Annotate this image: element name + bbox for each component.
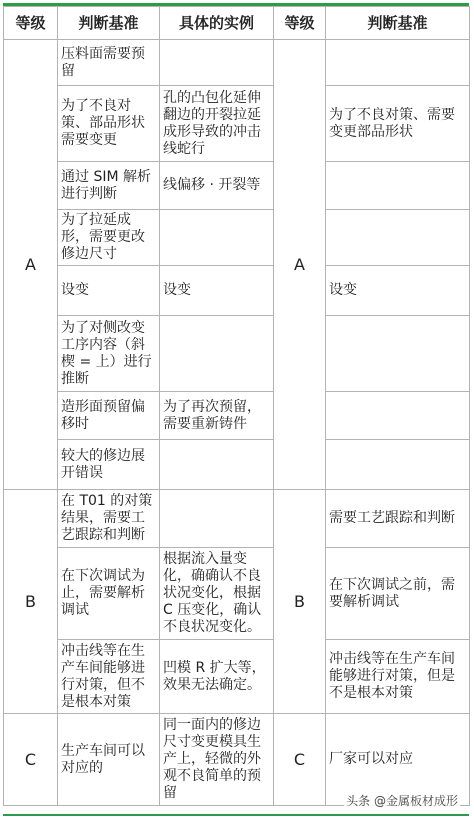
example-cell: 孔的凸包化延伸翻边的开裂拉延成形导致的冲击线蛇行 xyxy=(160,86,274,162)
example-cell: 同一面内的修边尺寸变更模具生产上，轻微的外观不良简单的预留 xyxy=(160,714,274,806)
table-row xyxy=(4,162,470,210)
table-row xyxy=(4,490,470,548)
right-criterion-cell xyxy=(326,316,470,392)
criterion-cell: 造形面预留偏移时 xyxy=(58,392,160,440)
grade-c-cell: C xyxy=(4,714,58,806)
right-criterion-cell xyxy=(326,162,470,210)
criterion-cell: 在 T01 的对策结果，需要工艺跟踪和判断 xyxy=(58,490,160,548)
right-criterion-cell: 为了不良对策、需要变更部品形状 xyxy=(326,86,470,162)
header-grade: 等级 xyxy=(4,7,58,40)
grade-a-right-cell: A xyxy=(274,40,326,490)
header-criterion-right: 判断基准 xyxy=(326,7,470,40)
right-criterion-cell: 需要工艺跟踪和判断 xyxy=(326,490,470,548)
bottom-accent-bar xyxy=(3,814,469,816)
right-criterion-cell: 在下次调试之前，需要解析调试 xyxy=(326,548,470,640)
grade-b-right-cell: B xyxy=(274,490,326,714)
table-row xyxy=(4,86,470,162)
example-cell: 凹模 R 扩大等，效果无法确定。 xyxy=(160,640,274,714)
grade-a-cell: A xyxy=(4,40,58,490)
criterion-cell: 冲击线等在生产车间能够进行对策，但不是根本对策 xyxy=(58,640,160,714)
example-cell xyxy=(160,316,274,392)
example-cell xyxy=(160,40,274,86)
criterion-cell: 压料面需要预留 xyxy=(58,40,160,86)
criterion-cell: 为了对侧改变工序内容（斜楔 = 上）进行推断 xyxy=(58,316,160,392)
header-grade-right: 等级 xyxy=(274,7,326,40)
right-criterion-cell xyxy=(326,440,470,490)
table-row xyxy=(4,392,470,440)
criterion-cell: 生产车间可以对应的 xyxy=(58,714,160,806)
table-row xyxy=(4,316,470,392)
criterion-cell: 为了不良对策、部品形状需要变更 xyxy=(58,86,160,162)
example-cell xyxy=(160,210,274,266)
example-cell xyxy=(160,440,274,490)
right-criterion-cell xyxy=(326,40,470,86)
header-criterion: 判断基准 xyxy=(58,7,160,40)
example-cell: 线偏移 · 开裂等 xyxy=(160,162,274,210)
table-row xyxy=(4,640,470,714)
criterion-cell: 为了拉延成形，需要更改修边尺寸 xyxy=(58,210,160,266)
table-row xyxy=(4,266,470,316)
table-row xyxy=(4,210,470,266)
table-row xyxy=(4,40,470,86)
right-criterion-cell: 设变 xyxy=(326,266,470,316)
right-criterion-cell: 厂家可以对应 xyxy=(326,714,470,806)
criterion-cell: 设变 xyxy=(58,266,160,316)
criterion-cell: 较大的修边展开错误 xyxy=(58,440,160,490)
criterion-cell: 通过 SIM 解析进行判断 xyxy=(58,162,160,210)
grade-criteria-table xyxy=(3,6,470,806)
right-criterion-cell: 冲击线等在生产车间能够进行对策，但是不是根本对策 xyxy=(326,640,470,714)
example-cell: 为了再次预留，需要重新铸件 xyxy=(160,392,274,440)
right-criterion-cell xyxy=(326,392,470,440)
header-example: 具体的实例 xyxy=(160,7,274,40)
table-row xyxy=(4,548,470,640)
watermark: 头条 @金属板材成形 xyxy=(346,794,458,808)
grade-b-cell: B xyxy=(4,490,58,714)
header-row xyxy=(4,7,470,40)
example-cell: 根据流入量变化，确确认不良状况变化，根据 C 压变化，确认不良状况变化。 xyxy=(160,548,274,640)
example-cell: 设变 xyxy=(160,266,274,316)
table-row xyxy=(4,440,470,490)
criterion-cell: 在下次调试为止，需要解析调试 xyxy=(58,548,160,640)
example-cell xyxy=(160,490,274,548)
grade-c-right-cell: C xyxy=(274,714,326,806)
right-criterion-cell xyxy=(326,210,470,266)
